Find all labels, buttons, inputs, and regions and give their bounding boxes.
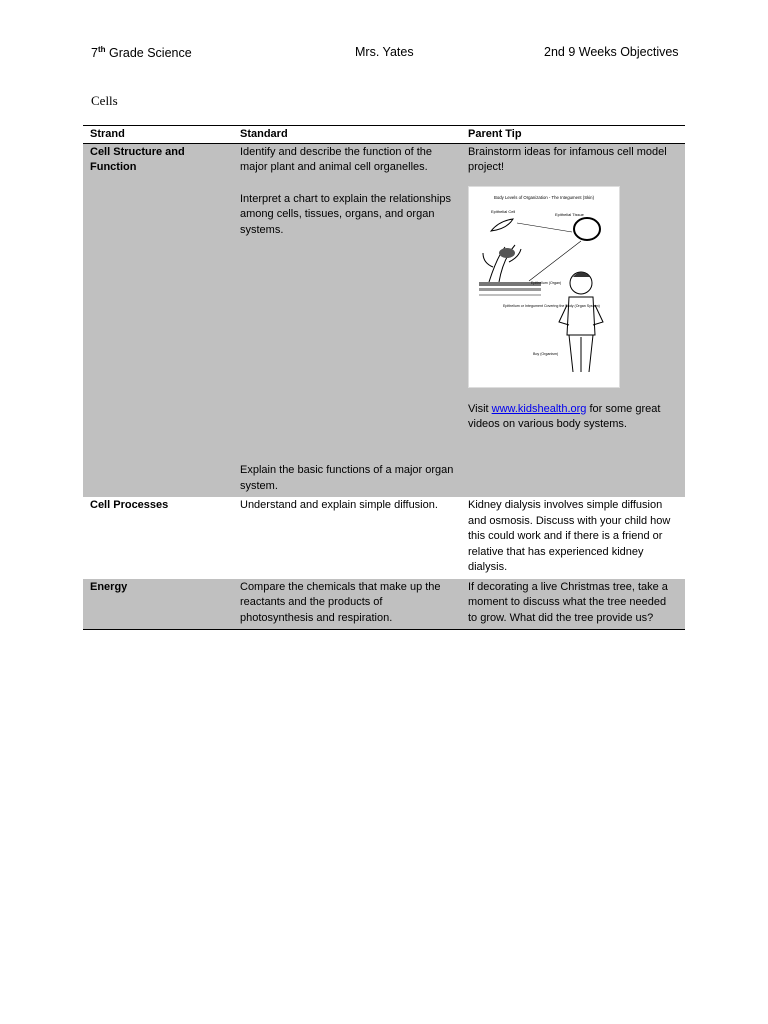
skin-layer xyxy=(479,288,541,291)
standard-text: Identify and describe the function of the major plant and animal cell organelles. xyxy=(240,145,433,173)
boy-legs xyxy=(569,335,593,372)
parent-tip-cell xyxy=(461,143,685,497)
label-integument: Epithelium or Integument Covering the Body (Organ System) xyxy=(503,303,600,308)
table-row xyxy=(83,497,685,579)
body-organization-illustration xyxy=(468,186,620,388)
body-organization-diagram xyxy=(469,187,619,387)
header-grade xyxy=(91,45,192,60)
label-epithelial-cell: Epithelial Cell xyxy=(491,208,516,214)
boy-torso xyxy=(567,297,595,335)
header-period: 2nd 9 Weeks Objectives xyxy=(544,45,679,59)
parent-tip-text: Visit www.kidshealth.org for some great videos on various body systems. xyxy=(468,402,661,430)
objectives-table xyxy=(83,125,685,630)
parent-tip-cell: If decorating a live Christmas tree, take a moment to discuss what the tree needed to grow. What did the tree provide us? xyxy=(461,579,685,630)
label-epithelial-tissue: Epithelial Tissue xyxy=(555,211,584,217)
strand-cell: Cell Structure and Function xyxy=(83,143,233,497)
parent-tip-text: Brainstorm ideas for infamous cell model project! xyxy=(468,145,667,173)
column-header-parent-tip: Parent Tip xyxy=(461,126,685,144)
table-header-row xyxy=(83,126,685,144)
figure-title: Body Levels of Organization - The Integument (Skin) xyxy=(494,194,594,200)
standard-cell xyxy=(233,143,461,497)
epithelial-cell-shape xyxy=(491,219,513,231)
arrow-line xyxy=(517,223,572,232)
standard-cell: Understand and explain simple diffusion. xyxy=(240,499,438,511)
standard-cell: Compare the chemicals that make up the reactants and the products of photosynthesis and respiration. xyxy=(233,579,461,630)
column-header-strand: Strand xyxy=(83,126,233,144)
grade-number: 7 xyxy=(91,46,98,61)
kidshealth-link[interactable]: www.kidshealth.org xyxy=(491,402,587,415)
grade-text: Grade Science xyxy=(105,46,192,61)
table-row xyxy=(83,143,685,497)
header-teacher: Mrs. Yates xyxy=(355,45,414,59)
strand-cell: Energy xyxy=(83,579,233,630)
label-boy: Boy (Organism) xyxy=(533,351,559,356)
grade-suffix: th xyxy=(97,45,106,54)
table-row xyxy=(83,579,685,630)
flower-shape xyxy=(499,248,515,258)
standard-text: Explain the basic functions of a major organ system. xyxy=(240,464,454,492)
standard-text: Interpret a chart to explain the relationships among cells, tissues, organs, and organ systems. xyxy=(240,192,451,236)
section-title: Cells xyxy=(91,93,118,108)
column-header-standard: Standard xyxy=(233,126,461,144)
label-epithelium: Epithelium (Organ) xyxy=(531,280,562,285)
strand-cell: Cell Processes xyxy=(90,499,169,511)
epithelial-tissue-ring xyxy=(574,218,600,240)
parent-tip-cell: Kidney dialysis involves simple diffusion and osmosis. Discuss with your child how this could work and if there is a friend or relative that has experienced kidney dialysis. xyxy=(468,499,671,573)
